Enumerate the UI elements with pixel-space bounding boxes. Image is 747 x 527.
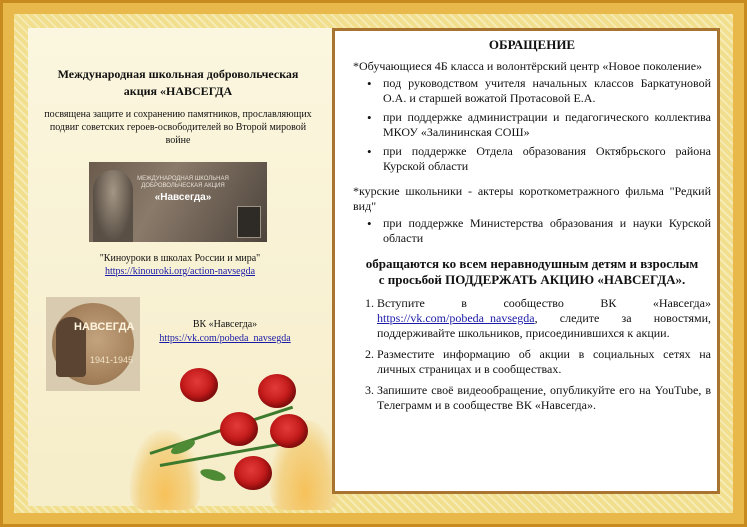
soldier-statue-graphic	[93, 170, 133, 242]
action-title: Международная школьная добровольческая акция «НАВСЕГДА	[57, 67, 299, 98]
support-list-2	[353, 216, 711, 246]
carnation-flower	[234, 456, 272, 490]
carnation-flower	[258, 374, 296, 408]
kinouroki-link[interactable]: https://kinouroki.org/action-navsegda	[104, 266, 256, 277]
carnation-flower	[220, 412, 258, 446]
step-item	[377, 347, 711, 377]
action-banner-image	[89, 162, 267, 242]
step-item	[377, 383, 711, 413]
appeal-statement	[353, 256, 711, 288]
medal-text: НАВСЕГДА	[74, 321, 135, 333]
appeal-heading: ОБРАЩЕНИЕ	[488, 37, 576, 52]
step-vk-link[interactable]: https://vk.com/pobeda_navsegda	[377, 311, 535, 325]
appeal-line-2: с просьбой ПОДДЕРЖАТЬ АКЦИЮ «НАВСЕГДА».	[378, 272, 686, 287]
list-item: • при поддержке Отдела образования Октябрьского района Курской области	[367, 144, 711, 174]
step-text: Разместите информацию об акции в социальных сетях на личных страницах и в сообществах.	[377, 347, 711, 376]
steps-list	[353, 296, 711, 413]
step-text: , следите за новостями, поддерживайте школьников, присоединившихся к акции.	[377, 311, 711, 340]
action-subtitle: посвящена защите и сохранению памятников, прославляющих подвиг советских героев-освободителей во Второй мировой войне	[44, 109, 312, 146]
carnation-flower	[270, 414, 308, 448]
banner-small-text: МЕЖДУНАРОДНАЯ ШКОЛЬНАЯ ДОБРОВОЛЬЧЕСКАЯ АКЦИЯ	[137, 176, 229, 189]
step-text: Вступите в сообщество ВК «Навсегда»	[377, 296, 711, 310]
leaf	[199, 467, 227, 483]
medal-circle	[52, 303, 134, 385]
list-item: • при поддержке администрации и педагогического коллектива МКОУ «Залининская СОШ»	[367, 110, 711, 140]
kinouroki-block	[60, 252, 300, 278]
carnation-flower	[180, 368, 218, 402]
medal-years: 1941-1945	[90, 355, 134, 365]
list-item: • под руководством учителя начальных классов Баркатуновой О.А. и старшей вожатой Протасовой Е.А.	[367, 76, 711, 106]
vk-link[interactable]: https://vk.com/pobeda_navsegda	[159, 333, 291, 344]
list-item: • при поддержке Министерства образования и науки Курской области	[367, 216, 711, 246]
appeal-panel	[332, 28, 720, 494]
navsegda-logo-image	[46, 297, 140, 391]
banner-title: «Навсегда»	[154, 192, 212, 203]
vk-label: ВК «Навсегда»	[192, 319, 258, 330]
step-item	[377, 296, 711, 341]
intro-text: *Обучающиеся 4Б класса и волонтёрский центр «Новое поколение»	[353, 59, 703, 73]
step-text: Запишите своё видеообращение, опубликуйте его на YouTube, в Телеграмм и в сообществе ВК «Навсегда».	[377, 383, 711, 412]
portrait-photo	[237, 206, 261, 238]
support-list-1	[353, 76, 711, 174]
kinouroki-label: "Киноуроки в школах России и мира"	[99, 253, 261, 264]
intro-text-2: *курские школьники - актеры короткометражного фильма "Редкий вид"	[353, 184, 711, 213]
vk-block	[150, 318, 300, 346]
carnation-flowers-decoration	[130, 360, 340, 510]
appeal-line-1: обращаются ко всем неравнодушным детям и взрослым	[365, 256, 699, 271]
